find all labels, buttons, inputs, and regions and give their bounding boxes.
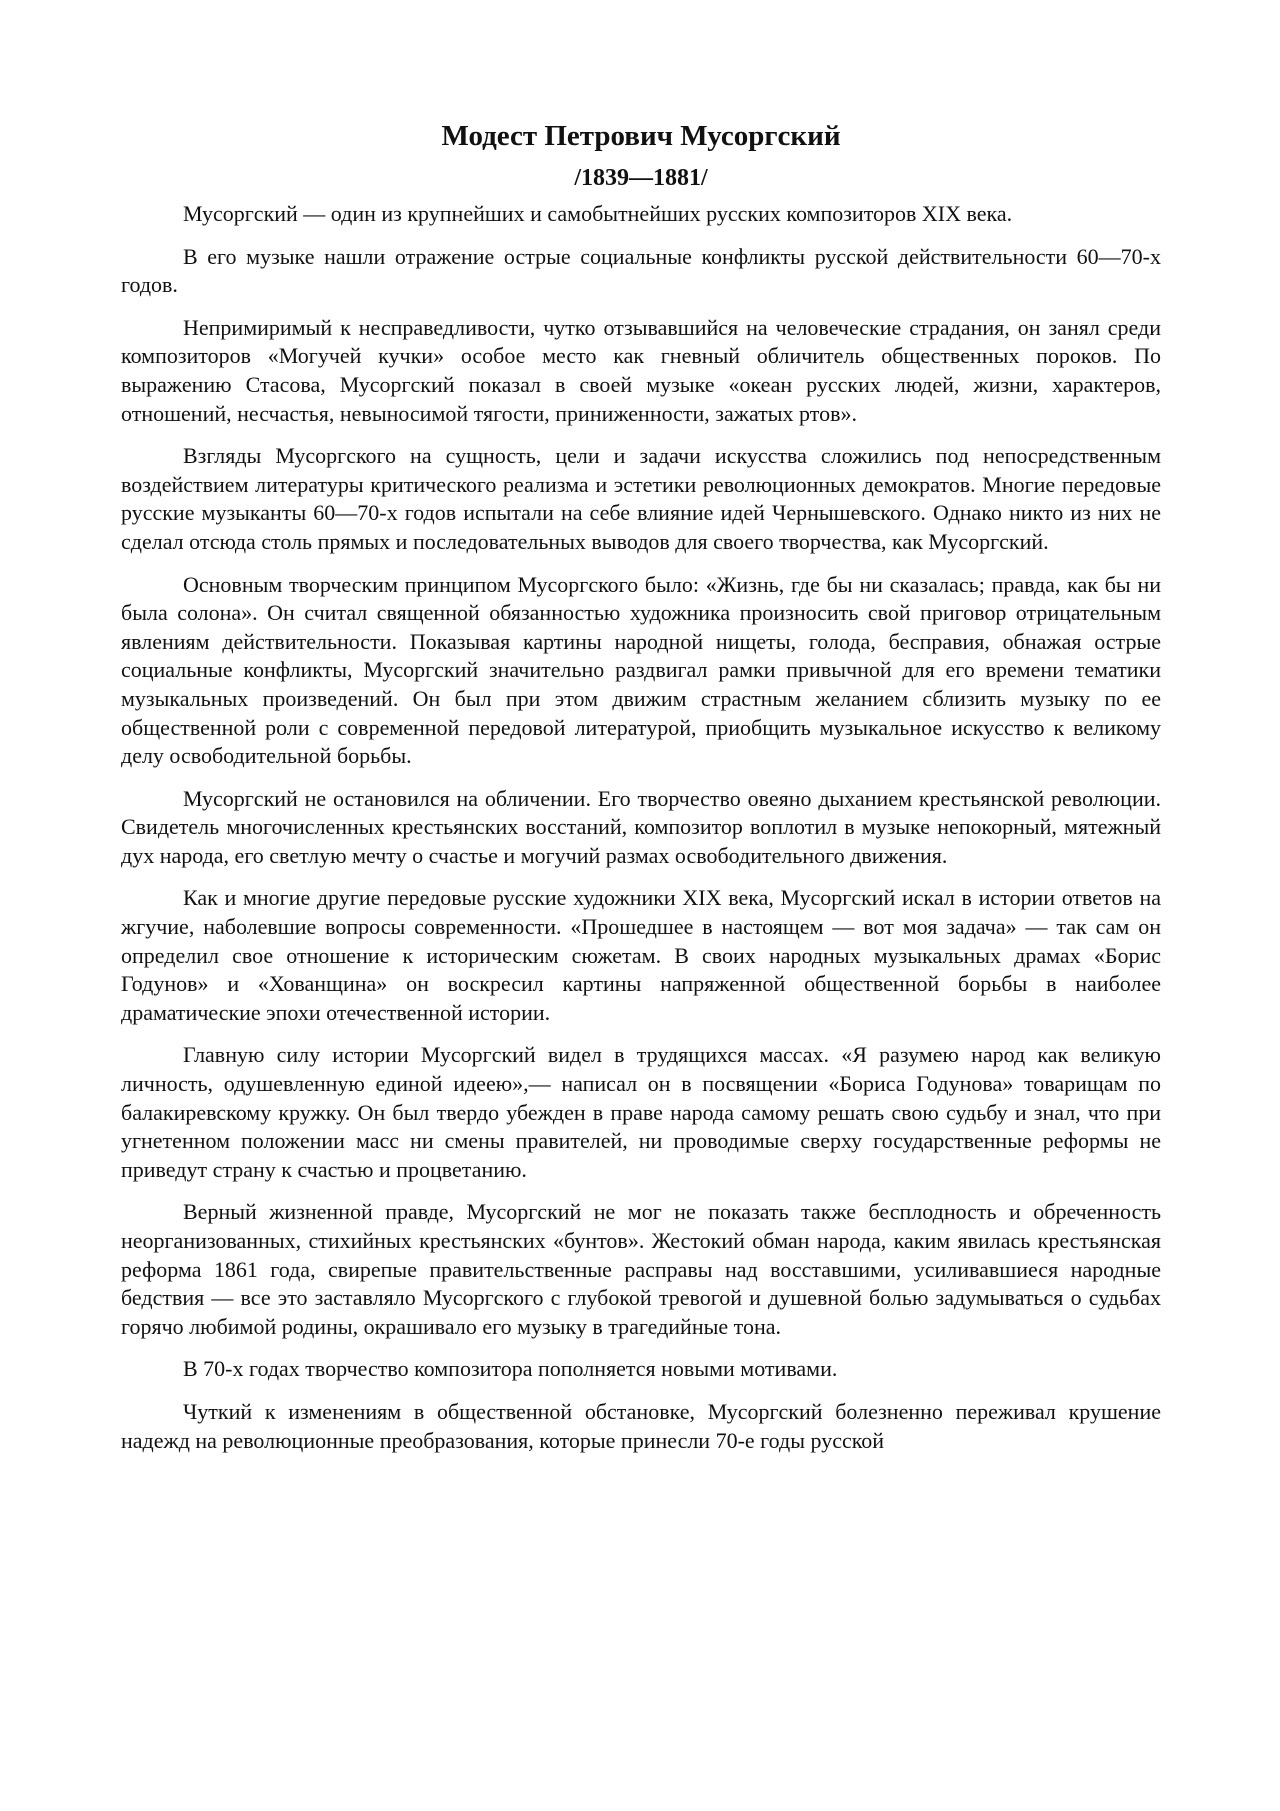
paragraph-11: Чуткий к изменениям в общественной обстановке, Мусоргский болезненно переживал крушение надежд на революционные преобразования, которые принесли 70-е годы русской [121,1398,1161,1453]
paragraph-4: Взгляды Мусоргского на сущность, цели и задачи искусства сложились под непосредственным воздействием литературы критического реализма и эстетики революционных демократов. Многие передовые русские музыканты 60—70-х годов испытали на себе влияние идей Чернышевского. Однако никто из них не сделал отсюда столь прямых и последовательных выводов для своего творчества, как Мусоргский. [121,443,1161,554]
paragraph-10: В 70-х годах творчество композитора пополняется новыми мотивами. [183,1356,838,1382]
page-title: Модест Петрович Мусоргский [441,120,841,152]
paragraph-6: Мусоргский не остановился на обличении. Его творчество овеяно дыханием крестьянской революции. Свидетель многочисленных крестьянских восстаний, композитор воплотил в музыке непокорный, мятежный дух народа, его светлую мечту о счастье и могучий размах освободительного движения. [121,785,1161,868]
paragraph-8: Главную силу истории Мусоргский видел в трудящихся массах. «Я разумею народ как великую личность, одушевленную единой идеею»,— написал он в посвящении «Бориса Годунова» товарищам по балакиревскому кружку. Он был твердо убежден в праве народа самому решать свою судьбу и знал, что при угнетенном положении масс ни смены правителей, ни проводимые сверху государственные реформы не приведут страну к счастью и процветанию. [121,1042,1161,1182]
paragraph-5: Основным творческим принципом Мусоргского было: «Жизнь, где бы ни сказалась; правда, как бы ни была солона». Он считал священной обязанностью художника произносить свой приговор отрицательным явлениям действительности. Показывая картины народной нищеты, голода, бесправия, обнажая острые социальные конфликты, Мусоргский значительно раздвигал рамки привычной для его времени тематики музыкальных произведений. Он был при этом движим страстным желанием сблизить музыку по ее общественной роли с современной передовой литературой, приобщить музыкальное искусство к великому делу освободительной борьбы. [121,571,1161,769]
life-dates: /1839—1881/ [574,165,708,191]
paragraph-7: Как и многие другие передовые русские художники XIX века, Мусоргский искал в истории ответов на жгучие, наболевшие вопросы современности. «Прошедшее в настоящем — вот моя задача» — так сам он определил свое отношение к историческим сюжетам. В своих народных музыкальных драмах «Борис Годунов» и «Хованщина» он воскресил картины напряженной общественной борьбы в наиболее драматические эпохи отечественной истории. [121,885,1161,1025]
paragraph-9: Верный жизненной правде, Мусоргский не мог не показать также бесплодность и обреченность неорганизованных, стихийных крестьянских «бунтов». Жестокий обман народа, каким явилась крестьянская реформа 1861 года, свирепые правительственные расправы над восставшими, усиливавшиеся народные бедствия — все это заставляло Мусоргского с глубокой тревогой и душевной болью задумываться о судьбах горячо любимой родины, окрашивало его музыку в трагедийные тона. [121,1199,1161,1339]
document-body [121,118,1161,1469]
paragraph-2: В его музыке нашли отражение острые социальные конфликты русской действительности 60—70-х годов. [121,243,1161,298]
paragraph-1: Мусоргский — один из крупнейших и самобытнейших русских композиторов XIX века. [183,201,1013,226]
paragraph-3: Непримиримый к несправедливости, чутко отзывавшийся на человеческие страдания, он занял среди композиторов «Могучей кучки» особое место как гневный обличитель общественных пороков. По выражению Стасова, Мусоргский показал в своей музыке «океан русских людей, жизни, характеров, отношений, несчастья, невыносимой тягости, приниженности, зажатых ртов». [121,314,1161,426]
